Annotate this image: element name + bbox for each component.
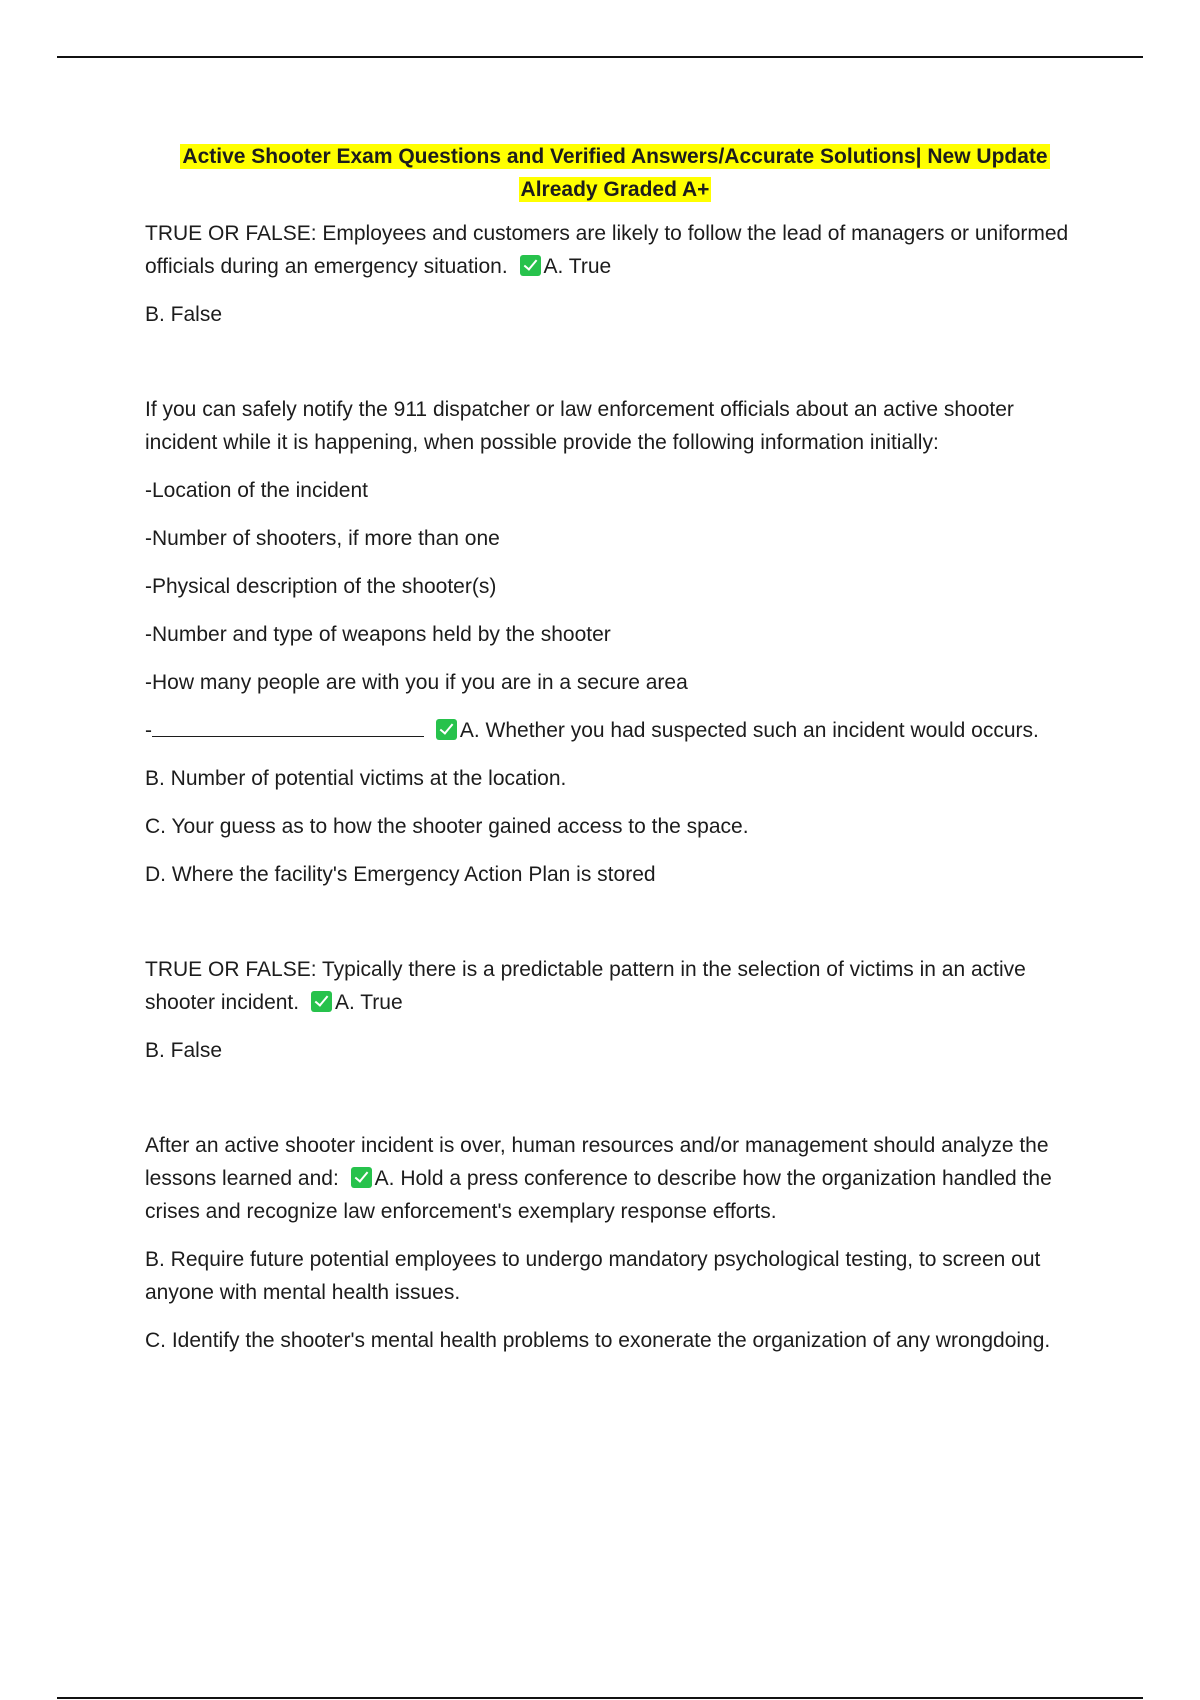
question-1 [145,217,1085,331]
question-prompt [145,217,1085,283]
title-line-1: Active Shooter Exam Questions and Verified Answers/Accurate Solutions| New Update [182,145,1048,168]
question-prompt [145,1129,1085,1228]
list-item: -Location of the incident [145,479,368,502]
answer-option: C. Identify the shooter's mental health problems to exonerate the organization of any wrongdoing. [145,1329,1051,1352]
title-line-2: Already Graded A+ [520,178,710,201]
correct-answer: A. Whether you had suspected such an incident would occurs. [459,719,1039,742]
prompt-text: TRUE OR FALSE: Employees and customers are likely to follow the lead of managers or uniformed officials during an emergency situation. [145,222,1069,278]
answer-option: C. Your guess as to how the shooter gained access to the space. [145,815,749,838]
checkmark-icon [351,1167,372,1188]
correct-answer: A. True [334,991,403,1014]
checkmark-icon [520,255,541,276]
answer-option: B. False [145,1039,223,1062]
answer-option: B. Number of potential victims at the location. [145,767,567,790]
prompt-text: After an active shooter incident is over, human resources and/or management should analyze the lessons learned and: [145,1134,1049,1190]
footer-rule [57,1697,1143,1699]
checkmark-icon [436,719,457,740]
document-title [145,140,1085,206]
list-item: -How many people are with you if you are in a secure area [145,671,688,694]
question-2 [145,393,1085,891]
answer-option: D. Where the facility's Emergency Action Plan is stored [145,863,656,886]
prompt-text: TRUE OR FALSE: Typically there is a predictable pattern in the selection of victims in an active shooter incident. [145,958,1026,1014]
list-item: -Number and type of weapons held by the shooter [145,623,611,646]
answer-option: B. False [145,303,223,326]
list-item: -Physical description of the shooter(s) [145,575,497,598]
question-prompt [145,953,1085,1019]
blank-prefix: - [145,719,152,742]
question-4 [145,1129,1085,1357]
header-rule [57,56,1143,58]
checkmark-icon [311,991,332,1012]
correct-answer: A. True [543,255,612,278]
question-prompt: If you can safely notify the 911 dispatcher or law enforcement officials about an active shooter incident while it is happening, when possible provide the following information initially: [145,398,1014,454]
answer-option: B. Require future potential employees to undergo mandatory psychological testing, to screen out anyone with mental health issues. [145,1248,1041,1304]
document-page [145,140,1085,1372]
list-item: -Number of shooters, if more than one [145,527,500,550]
fill-in-blank [152,716,424,737]
blank-line-with-answer [145,714,1085,747]
question-3 [145,953,1085,1067]
correct-answer: A. Hold a press conference to describe how the organization handled the crises and recognize law enforcement's exemplary response efforts. [145,1167,1052,1223]
